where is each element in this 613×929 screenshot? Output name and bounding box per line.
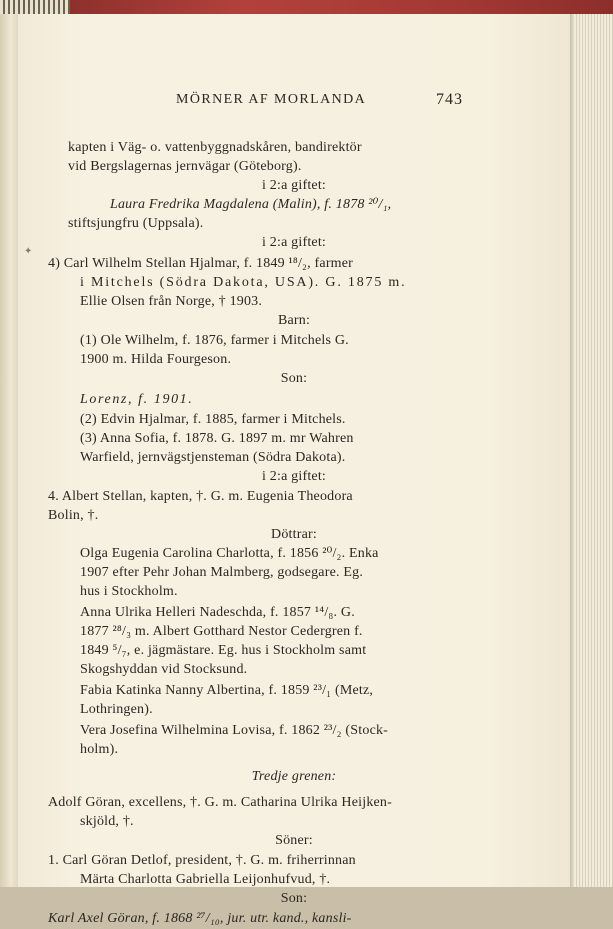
text-line: Karl Axel Göran, f. 1868 ²⁷/₁₀, jur. utr. kand., kansli- — [48, 911, 352, 926]
text-line: Bolin, †. — [48, 508, 99, 523]
text-line: 1849 ⁵/₇, e. jägmästare. Eg. hus i Stockholm samt — [80, 643, 367, 658]
text-line: i 2:a giftet: — [261, 235, 327, 250]
text-line: Lorenz, f. 1901. — [80, 392, 194, 407]
text-line: (2) Edvin Hjalmar, f. 1885, farmer i Mitchels. — [80, 412, 346, 427]
text-line: 4) Carl Wilhelm Stellan Hjalmar, f. 1849 ¹⁸/₂, farmer — [48, 256, 354, 271]
text-line: Lothringen). — [80, 702, 153, 717]
text-line: Son: — [280, 371, 308, 386]
page-number: 743 — [436, 91, 463, 108]
book-right-page-edges — [568, 14, 613, 887]
text-line: Vera Josefina Wilhelmina Lovisa, f. 1862 ²³/₂ (Stock- — [80, 723, 389, 738]
text-line: Adolf Göran, excellens, †. G. m. Catharina Ulrika Heijken- — [48, 795, 392, 810]
text-line: i 2:a giftet: — [261, 178, 327, 193]
text-line: Döttrar: — [271, 527, 317, 542]
text-line: 4. Albert Stellan, kapten, †. G. m. Eugenia Theodora — [48, 489, 353, 504]
text-line: hus i Stockholm. — [80, 584, 178, 599]
text-line: i Mitchels (Södra Dakota, USA). G. 1875 m. — [80, 275, 407, 290]
text-line: Märta Charlotta Gabriella Leijonhufvud, †. — [80, 872, 331, 887]
text-line: Fabia Katinka Nanny Albertina, f. 1859 ²³/₁ (Metz, — [80, 683, 374, 698]
book-page — [18, 14, 570, 926]
running-head: MÖRNER AF MORLANDA — [176, 92, 367, 107]
text-line: Söner: — [275, 833, 313, 848]
text-line: 1. Carl Göran Detlof, president, †. G. m. friherrinnan — [48, 853, 356, 868]
text-line: Son: — [280, 891, 308, 906]
text-line: skjöld, †. — [80, 814, 134, 829]
text-line: Laura Fredrika Magdalena (Malin), f. 1878 ²⁰/₁, — [110, 197, 392, 212]
text-line: 1907 efter Pehr Johan Malmberg, godsegare. Eg. — [80, 565, 364, 580]
text-line: Anna Ulrika Helleri Nadeschda, f. 1857 ¹⁴/₈. G. — [80, 605, 355, 620]
page-header — [18, 92, 570, 112]
text-line: i 2:a giftet: — [261, 469, 327, 484]
text-line: 1900 m. Hilda Fourgeson. — [80, 352, 232, 367]
text-line: Ellie Olsen från Norge, † 1903. — [80, 294, 263, 309]
text-line: Skogshyddan vid Stocksund. — [80, 662, 248, 677]
text-line: vid Bergslagernas jernvägar (Göteborg). — [68, 159, 302, 174]
text-line: (1) Ole Wilhelm, f. 1876, farmer i Mitchels G. — [80, 333, 349, 348]
text-line: Olga Eugenia Carolina Charlotta, f. 1856 ²⁰/₂. Enka — [80, 546, 379, 561]
text-line: (3) Anna Sofia, f. 1878. G. 1897 m. mr Wahren — [80, 431, 354, 446]
text-line: Barn: — [277, 313, 311, 328]
section-heading: Tredje grenen: — [251, 769, 337, 784]
margin-mark-icon: ✦ — [24, 246, 33, 257]
text-line: holm). — [80, 742, 119, 757]
text-line: Warfield, jernvägstjensteman (Södra Dakota). — [80, 450, 346, 465]
text-line: stiftsjungfru (Uppsala). — [68, 216, 204, 231]
text-line: 1877 ²⁸/₃ m. Albert Gotthard Nestor Cedergren f. — [80, 624, 363, 639]
text-line: kapten i Väg- o. vattenbyggnadskåren, bandirektör — [68, 140, 362, 155]
book-left-edge — [0, 14, 18, 887]
